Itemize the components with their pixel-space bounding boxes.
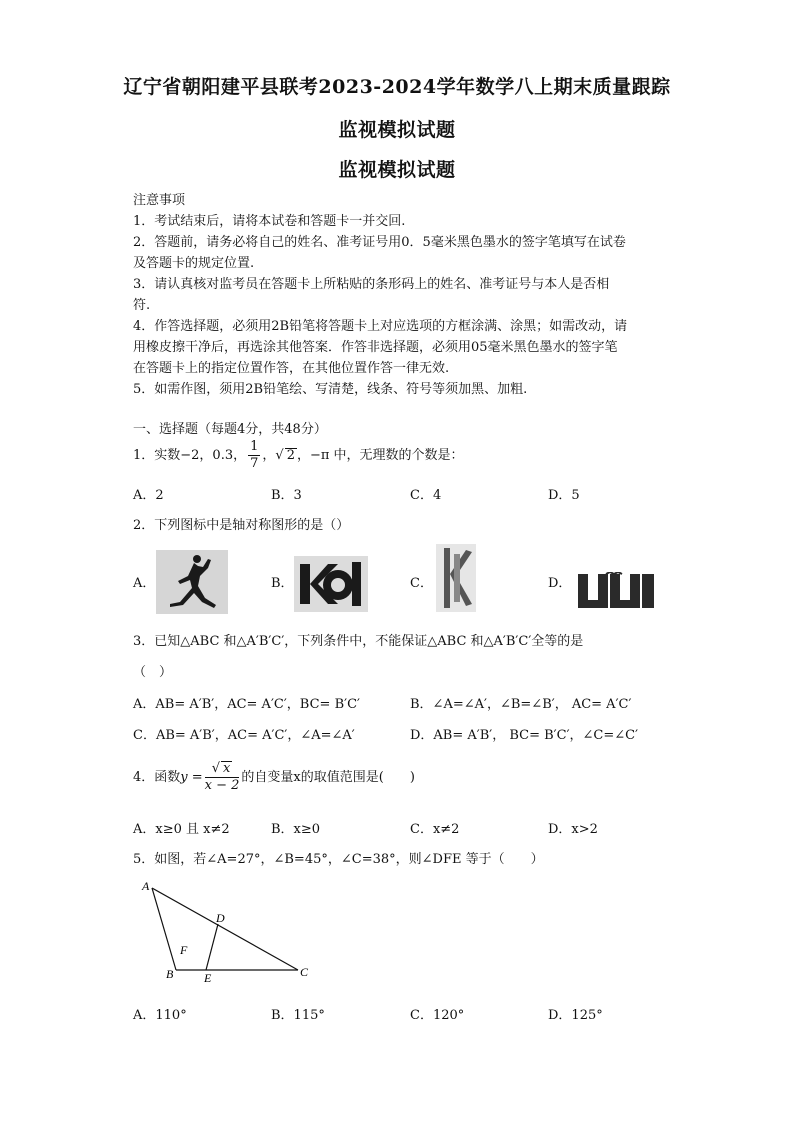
- q4-prefix: 4．函数: [133, 770, 181, 785]
- notice-item: 2．答题前，请务必将自己的姓名、准考证号用0．5毫米黑色墨水的签字笔填写在试卷: [133, 235, 626, 250]
- q1-frac-num: 1: [250, 439, 259, 454]
- label-b: B: [166, 967, 174, 981]
- sqrt-icon: √: [211, 761, 221, 776]
- q2-option-b[interactable]: B．: [271, 576, 294, 591]
- q5-option-a[interactable]: A．110°: [133, 1008, 187, 1023]
- q1-prefix: 1．实数−2，0.3，: [133, 448, 247, 463]
- q4-option-d[interactable]: D．x>2: [548, 822, 598, 837]
- q5-option-b[interactable]: B．115°: [271, 1008, 325, 1023]
- q4-option-a[interactable]: A．x≥0 且 x≠2: [133, 822, 230, 837]
- q4-option-c[interactable]: C．x≠2: [410, 822, 460, 837]
- q1-option-b[interactable]: B．3: [271, 488, 302, 503]
- notice-item: 用橡皮擦干净后，再选涂其他答案．作答非选择题，必须用05毫米黑色墨水的签字笔: [133, 340, 618, 355]
- q4-frac-den: x − 2: [204, 778, 240, 793]
- notice-item: 4．作答选择题，必须用2B铅笔将答题卡上对应选项的方框涂满、涂黑；如需改动，请: [133, 319, 628, 334]
- sqrt-icon: √: [275, 448, 284, 463]
- label-a: A: [142, 879, 150, 893]
- q1-sqrt-value: 2: [286, 448, 295, 463]
- q3-option-a[interactable]: A．AB= A′B′，AC= A′C′，BC= B′C′: [133, 697, 360, 712]
- segment-de: [206, 924, 218, 970]
- jumpman-logo-icon: [156, 550, 228, 614]
- question-5-stem: 5．如图，若∠A=27°，∠B=45°，∠C=38°，则∠DFE 等于（ ）: [133, 852, 544, 867]
- q1-option-c[interactable]: C．4: [410, 488, 442, 503]
- q1-option-a[interactable]: A．2: [133, 488, 164, 503]
- section-heading: 一、选择题（每题4分，共48分）: [133, 422, 327, 437]
- kd-logo-icon: [294, 556, 368, 612]
- question-3-paren: （ ）: [133, 665, 173, 680]
- question-4-stem: [133, 758, 415, 798]
- exam-title-line3: 监视模拟试题: [338, 159, 456, 181]
- segment-ac: [152, 888, 298, 970]
- q1-fraction: [248, 439, 260, 472]
- q4-option-b[interactable]: B．x≥0: [271, 822, 321, 837]
- notice-item: 在答题卡上的指定位置作答，在其他位置作答一律无效.: [133, 361, 450, 376]
- kyrie-logo-icon: [436, 544, 476, 612]
- q4-suffix: 的自变量x的取值范围是( ): [241, 770, 415, 785]
- q1-mid: ，: [262, 448, 276, 463]
- label-f: F: [180, 943, 188, 957]
- notice-item: 3．请认真核对监考员在答题卡上所粘贴的条形码上的姓名、准考证号与本人是否相: [133, 277, 610, 292]
- label-c: C: [300, 965, 309, 979]
- notice-heading: 注意事项: [133, 193, 186, 208]
- segment-ab: [152, 888, 176, 970]
- q4-sqrt-value: x: [223, 761, 231, 776]
- q3-option-d[interactable]: D．AB= A′B′， BC= B′C′，∠C=∠C′: [410, 728, 639, 743]
- notice-item: 及答题卡的规定位置.: [133, 256, 255, 271]
- q4-fraction: [205, 761, 240, 794]
- exam-title-line1: 辽宁省朝阳建平县联考2023-2024学年数学八上期末质量跟踪: [123, 76, 671, 98]
- notice-item: 1．考试结束后，请将本试卷和答题卡一并交回.: [133, 214, 406, 229]
- notice-item: 符.: [133, 298, 151, 313]
- question-1-stem: [133, 437, 464, 475]
- q3-option-c[interactable]: C．AB= A′B′，AC= A′C′，∠A=∠A′: [133, 728, 355, 743]
- q1-frac-den: 7: [250, 456, 259, 471]
- q2-option-a[interactable]: A．: [133, 576, 156, 591]
- label-d: D: [216, 911, 225, 925]
- q1-option-d[interactable]: D．5: [548, 488, 580, 503]
- q5-option-c[interactable]: C．120°: [410, 1008, 465, 1023]
- triangle-figure: [138, 876, 318, 988]
- q5-option-d[interactable]: D．125°: [548, 1008, 603, 1023]
- lebron-crown-logo-icon: [576, 572, 656, 610]
- q4-y-eq: y =: [180, 770, 203, 785]
- question-2-stem: 2．下列图标中是轴对称图形的是（）: [133, 518, 350, 533]
- q2-option-c[interactable]: C．: [410, 576, 433, 591]
- question-3-stem: 3．已知△ABC 和△A′B′C′，下列条件中，不能保证△ABC 和△A′B′C′全等的是: [133, 634, 584, 649]
- q2-option-d[interactable]: D．: [548, 576, 572, 591]
- q1-suffix: ，−π 中，无理数的个数是：: [296, 448, 464, 463]
- q4-frac-num: [205, 761, 240, 778]
- notice-item: 5．如需作图，须用2B铅笔绘、写清楚，线条、符号等须加黑、加粗.: [133, 382, 528, 397]
- label-e: E: [204, 971, 212, 985]
- exam-title-line2: 监视模拟试题: [338, 119, 456, 141]
- q3-option-b[interactable]: B．∠A=∠A′，∠B=∠B′， AC= A′C′: [410, 697, 632, 712]
